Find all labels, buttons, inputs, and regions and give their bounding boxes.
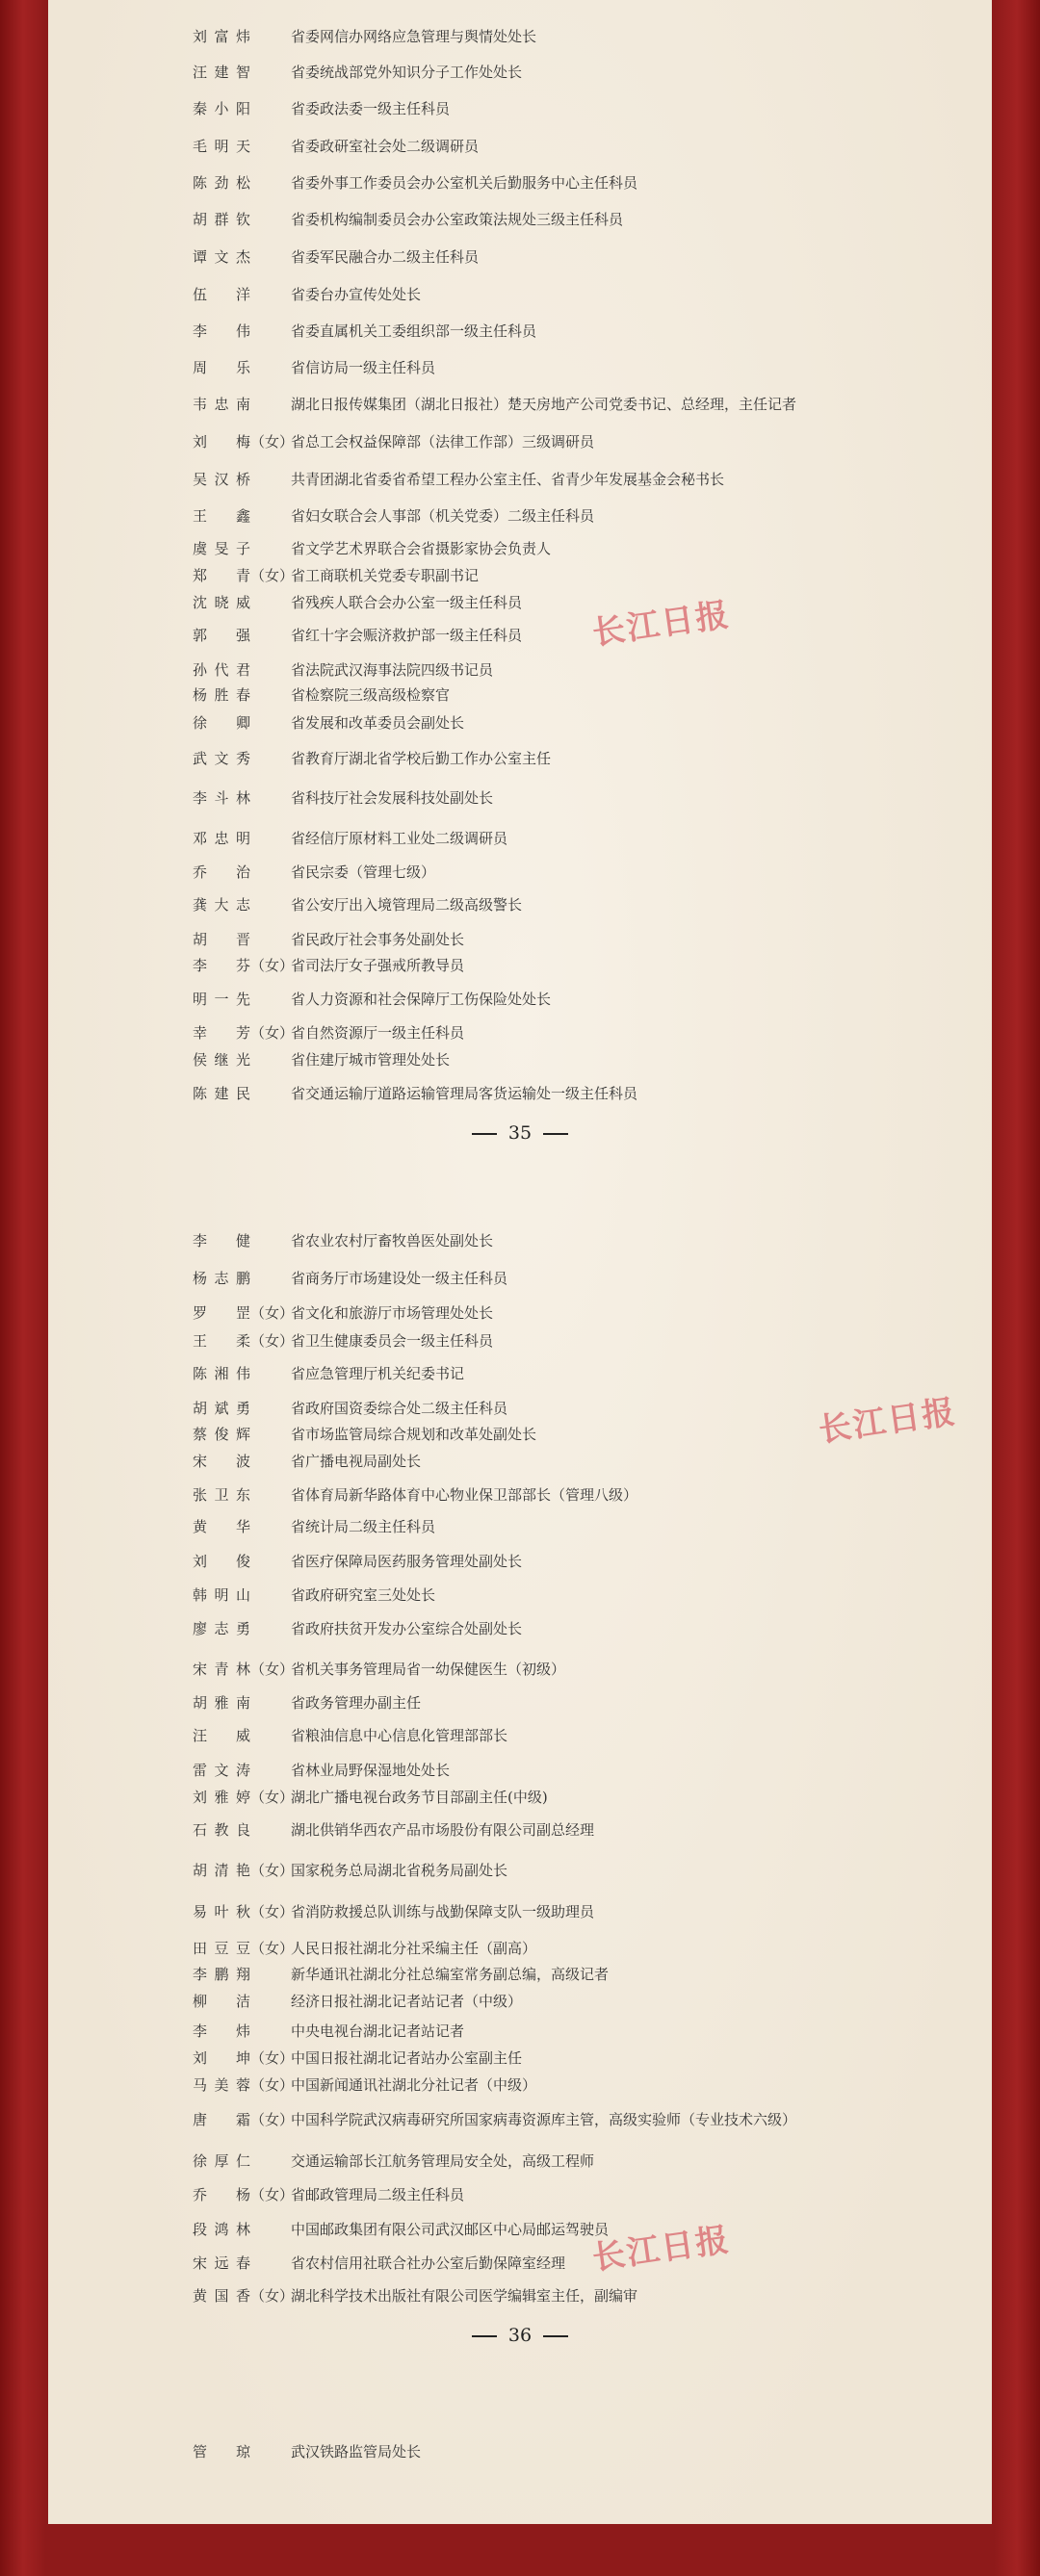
position-title: 省广播电视局副处长 [291, 1453, 422, 1470]
list-item [193, 681, 450, 709]
person-name: 柳 洁 [193, 1993, 250, 2010]
list-item [193, 2281, 637, 2310]
list-item [193, 427, 594, 456]
list-item [193, 925, 464, 954]
female-marker: （女） [250, 1903, 295, 1920]
list-item [193, 1721, 507, 1750]
position-title: 省交通运输厅道路运输管理局客货运输处一级主任科员 [291, 1085, 638, 1102]
watermark-logo: 长江日报 [589, 2220, 733, 2279]
person-name: 龚大志 [193, 896, 250, 914]
list-item [193, 465, 724, 494]
list-item [193, 858, 435, 887]
list-item [193, 2249, 565, 2278]
position-title: 经济日报社湖北记者站记者（中级） [291, 1993, 523, 2010]
position-title: 省人力资源和社会保障厅工伤保险处处长 [291, 991, 552, 1008]
list-item [193, 317, 536, 346]
person-name: 宋远春 [193, 2254, 250, 2272]
list-item [193, 561, 479, 590]
page-number-text: 35 [507, 1122, 533, 1144]
person-name: 伍 洋 [193, 286, 250, 303]
position-title: 新华通讯社湖北分社总编室常务副总编，高级记者 [291, 1966, 610, 1983]
position-title: 省政府国资委综合处二级主任科员 [291, 1400, 508, 1417]
person-name: 胡雅南 [193, 1694, 250, 1712]
position-title: 省卫生健康委员会一级主任科员 [291, 1332, 494, 1350]
list-item [193, 744, 551, 773]
list-item [193, 1447, 421, 1476]
position-title: 人民日报社湖北分社采编主任（副高） [291, 1940, 537, 1957]
female-marker: （女） [250, 1304, 295, 1322]
list-item [193, 2071, 536, 2099]
position-title: 省法院武汉海事法院四级书记员 [291, 661, 494, 679]
list-item [193, 1547, 522, 1576]
position-title: 省农村信用社联合社办公室后勤保障室经理 [291, 2254, 566, 2272]
list-item [193, 1816, 594, 1844]
person-name: 汪 威 [193, 1727, 250, 1744]
position-title: 交通运输部长江航务管理局安全处，高级工程师 [291, 2152, 595, 2170]
person-name: 幸 芳 [193, 1024, 250, 1042]
person-name: 邓忠明 [193, 830, 250, 847]
person-name: 管 琼 [193, 2443, 250, 2460]
position-title: 省文学艺术界联合会省摄影家协会负责人 [291, 540, 552, 557]
position-title: 省委机构编制委员会办公室政策法规处三级主任科员 [291, 211, 624, 228]
list-item [193, 588, 522, 617]
person-name: 孙代君 [193, 661, 250, 679]
list-item [193, 1512, 435, 1541]
person-name: 秦小阳 [193, 100, 250, 117]
female-marker: （女） [250, 2076, 295, 2094]
person-name: 胡斌勇 [193, 1400, 250, 1417]
position-title: 省委政研室社会处二级调研员 [291, 138, 480, 155]
person-name: 王 鑫 [193, 507, 250, 525]
list-item [193, 621, 522, 650]
list-item [193, 1420, 536, 1449]
list-item [193, 243, 479, 271]
list-item [193, 1018, 464, 1047]
position-title: 中央电视台湖北记者站记者 [291, 2022, 465, 2040]
list-item [193, 824, 507, 853]
list-item [193, 985, 551, 1014]
person-name: 郭 强 [193, 627, 250, 644]
position-title: 省委台办宣传处处长 [291, 286, 422, 303]
person-name: 汪建智 [193, 64, 250, 81]
position-title: 省经信厅原材料工业处二级调研员 [291, 830, 508, 847]
female-marker: （女） [250, 2287, 295, 2305]
position-title: 省统计局二级主任科员 [291, 1518, 436, 1535]
position-title: 湖北日报传媒集团（湖北日报社）楚天房地产公司党委书记、总经理，主任记者 [291, 396, 797, 413]
list-item [193, 390, 796, 419]
person-name: 廖志勇 [193, 1620, 250, 1637]
female-marker: （女） [250, 2049, 295, 2067]
list-item [193, 353, 435, 382]
person-name: 李鹏翔 [193, 1966, 250, 1983]
position-title: 省政府研究室三处处长 [291, 1586, 436, 1604]
list-item [193, 1327, 493, 1355]
person-name: 石教良 [193, 1821, 250, 1839]
position-title: 省自然资源厅一级主任科员 [291, 1024, 465, 1042]
list-item [193, 951, 464, 980]
position-title: 省检察院三级高级检察官 [291, 686, 451, 704]
list-item [193, 2017, 464, 2046]
list-item [193, 280, 421, 309]
position-title: 省委军民融合办二级主任科员 [291, 248, 480, 266]
position-title: 省残疾人联合会办公室一级主任科员 [291, 594, 523, 611]
person-name: 李斗林 [193, 789, 250, 807]
person-name: 杨志鹏 [193, 1270, 250, 1287]
person-name: 谭文杰 [193, 248, 250, 266]
person-name: 韦忠南 [193, 396, 250, 413]
list-item [193, 1655, 565, 1684]
list-item [193, 708, 464, 737]
page-number-text: 36 [507, 2325, 533, 2346]
person-name: 乔 治 [193, 863, 250, 881]
position-title: 省体育局新华路体育中心物业保卫部部长（管理八级） [291, 1486, 638, 1504]
person-name: 郑 青 [193, 567, 250, 584]
position-title: 省委统战部党外知识分子工作处处长 [291, 64, 523, 81]
person-name: 刘 梅 [193, 433, 250, 451]
position-title: 省林业局野保湿地处处长 [291, 1762, 451, 1779]
person-name: 陈建民 [193, 1085, 250, 1102]
list-item [193, 205, 623, 234]
person-name: 蔡俊辉 [193, 1426, 250, 1443]
list-item [193, 22, 536, 51]
position-title: 省司法厅女子强戒所教导员 [291, 957, 465, 974]
list-item [193, 1045, 450, 1074]
person-name: 刘 坤 [193, 2049, 250, 2067]
person-name: 陈劲松 [193, 174, 250, 192]
person-name: 唐 霜 [193, 2111, 250, 2128]
position-title: 湖北广播电视台政务节目部副主任(中级) [291, 1789, 548, 1806]
person-name: 段鸿林 [193, 2221, 250, 2238]
position-title: 省民政厅社会事务处副处长 [291, 931, 465, 948]
page-number-35 [0, 1119, 1040, 1147]
person-name: 毛明天 [193, 138, 250, 155]
person-name: 易叶秋 [193, 1903, 250, 1920]
position-title: 武汉铁路监管局处长 [291, 2443, 422, 2460]
position-title: 中国日报社湖北记者站办公室副主任 [291, 2049, 523, 2067]
position-title: 省教育厅湖北省学校后勤工作办公室主任 [291, 750, 552, 767]
female-marker: （女） [250, 1332, 295, 1350]
person-name: 侯继光 [193, 1051, 250, 1069]
person-name: 刘 俊 [193, 1553, 250, 1570]
person-name: 周 乐 [193, 359, 250, 376]
list-item [193, 1581, 435, 1610]
dash-right [543, 1133, 568, 1135]
person-name: 刘富炜 [193, 28, 250, 45]
female-marker: （女） [250, 1862, 295, 1879]
position-title: 省粮油信息中心信息化管理部部长 [291, 1727, 508, 1744]
list-item [193, 1688, 421, 1717]
position-title: 省总工会权益保障部（法律工作部）三级调研员 [291, 433, 595, 451]
list-item [193, 2180, 464, 2209]
position-title: 省民宗委（管理七级） [291, 863, 436, 881]
female-marker: （女） [250, 1940, 295, 1957]
position-title: 省委政法委一级主任科员 [291, 100, 451, 117]
list-item [193, 890, 522, 919]
list-item [193, 1783, 548, 1812]
list-item [193, 1481, 637, 1509]
person-name: 黄 华 [193, 1518, 250, 1535]
person-name: 雷文涛 [193, 1762, 250, 1779]
position-title: 省应急管理厅机关纪委书记 [291, 1365, 465, 1382]
person-name: 黄国香 [193, 2287, 250, 2305]
list-item [193, 2147, 594, 2176]
position-title: 省市场监管局综合规划和改革处副处长 [291, 1426, 537, 1443]
position-title: 中国新闻通讯社湖北分社记者（中级） [291, 2076, 537, 2094]
person-name: 韩明山 [193, 1586, 250, 1604]
person-name: 李 炜 [193, 2022, 250, 2040]
position-title: 国家税务总局湖北省税务局副处长 [291, 1862, 508, 1879]
person-name: 徐 卿 [193, 714, 250, 732]
female-marker: （女） [250, 1024, 295, 1042]
list-item [193, 2437, 421, 2466]
position-title: 省政务管理办副主任 [291, 1694, 422, 1712]
person-name: 刘雅婷 [193, 1789, 250, 1806]
person-name: 马美蓉 [193, 2076, 250, 2094]
person-name: 王 柔 [193, 1332, 250, 1350]
position-title: 省妇女联合会人事部（机关党委）二级主任科员 [291, 507, 595, 525]
list-item [193, 1226, 493, 1255]
list-item [193, 1856, 507, 1885]
dash-left [472, 2335, 497, 2337]
document-paper [48, 0, 992, 2524]
list-item [193, 1756, 450, 1785]
list-item [193, 1394, 507, 1423]
female-marker: （女） [250, 957, 295, 974]
list-item [193, 1934, 536, 1963]
list-item [193, 1359, 464, 1388]
page-number-36 [0, 2321, 1040, 2350]
list-item [193, 1079, 637, 1108]
list-item [193, 1299, 493, 1327]
position-title: 省住建厅城市管理处处长 [291, 1051, 451, 1069]
position-title: 省委网信办网络应急管理与舆情处处长 [291, 28, 537, 45]
person-name: 罗 罡 [193, 1304, 250, 1322]
person-name: 田豆豆 [193, 1940, 250, 1957]
position-title: 省红十字会赈济救护部一级主任科员 [291, 627, 523, 644]
position-title: 省政府扶贫开发办公室综合处副处长 [291, 1620, 523, 1637]
female-marker: （女） [250, 567, 295, 584]
person-name: 沈晓威 [193, 594, 250, 611]
position-title: 省信访局一级主任科员 [291, 359, 436, 376]
position-title: 省农业农村厅畜牧兽医处副处长 [291, 1232, 494, 1249]
person-name: 李 健 [193, 1232, 250, 1249]
list-item [193, 132, 479, 161]
position-title: 省委外事工作委员会办公室机关后勤服务中心主任科员 [291, 174, 638, 192]
dash-left [472, 1133, 497, 1135]
position-title: 省消防救援总队训练与战勤保障支队一级助理员 [291, 1903, 595, 1920]
position-title: 省商务厅市场建设处一级主任科员 [291, 1270, 508, 1287]
list-item [193, 58, 522, 87]
position-title: 省文化和旅游厅市场管理处处长 [291, 1304, 494, 1322]
list-item [193, 2044, 522, 2073]
person-name: 胡清艳 [193, 1862, 250, 1879]
person-name: 吴汉桥 [193, 471, 250, 488]
female-marker: （女） [250, 2111, 295, 2128]
position-title: 中国邮政集团有限公司武汉邮区中心局邮运驾驶员 [291, 2221, 610, 2238]
female-marker: （女） [250, 433, 295, 451]
female-marker: （女） [250, 1789, 295, 1806]
position-title: 省公安厅出入境管理局二级高级警长 [291, 896, 523, 914]
watermark-logo: 长江日报 [816, 1392, 959, 1451]
person-name: 李 伟 [193, 322, 250, 340]
position-title: 湖北供销华西农产品市场股份有限公司副总经理 [291, 1821, 595, 1839]
female-marker: （女） [250, 2186, 295, 2203]
person-name: 宋 波 [193, 1453, 250, 1470]
person-name: 李 芬 [193, 957, 250, 974]
list-item [193, 534, 551, 563]
position-title: 共青团湖北省委省希望工程办公室主任、省青少年发展基金会秘书长 [291, 471, 725, 488]
female-marker: （女） [250, 1661, 295, 1678]
person-name: 胡群钦 [193, 211, 250, 228]
person-name: 明一先 [193, 991, 250, 1008]
list-item [193, 2215, 609, 2244]
list-item [193, 502, 594, 530]
list-item [193, 784, 493, 812]
person-name: 陈湘伟 [193, 1365, 250, 1382]
person-name: 虞旻子 [193, 540, 250, 557]
dash-right [543, 2335, 568, 2337]
position-title: 省发展和改革委员会副处长 [291, 714, 465, 732]
list-item [193, 1960, 609, 1989]
list-item [193, 1264, 507, 1293]
watermark-logo: 长江日报 [589, 595, 733, 654]
position-title: 省委直属机关工委组织部一级主任科员 [291, 322, 537, 340]
person-name: 张卫东 [193, 1486, 250, 1504]
list-item [193, 94, 450, 123]
person-name: 乔 杨 [193, 2186, 250, 2203]
position-title: 省科技厅社会发展科技处副处长 [291, 789, 494, 807]
person-name: 杨胜春 [193, 686, 250, 704]
list-item [193, 1987, 522, 2016]
position-title: 省医疗保障局医药服务管理处副处长 [291, 1553, 523, 1570]
person-name: 宋青林 [193, 1661, 250, 1678]
person-name: 武文秀 [193, 750, 250, 767]
list-item [193, 2105, 796, 2134]
list-item [193, 168, 637, 197]
person-name: 徐厚仁 [193, 2152, 250, 2170]
position-title: 中国科学院武汉病毒研究所国家病毒资源库主管，高级实验师（专业技术六级） [291, 2111, 797, 2128]
position-title: 湖北科学技术出版社有限公司医学编辑室主任，副编审 [291, 2287, 638, 2305]
position-title: 省机关事务管理局省一幼保健医生（初级） [291, 1661, 566, 1678]
list-item [193, 1897, 594, 1926]
list-item [193, 1614, 522, 1643]
position-title: 省工商联机关党委专职副书记 [291, 567, 480, 584]
person-name: 胡 晋 [193, 931, 250, 948]
position-title: 省邮政管理局二级主任科员 [291, 2186, 465, 2203]
